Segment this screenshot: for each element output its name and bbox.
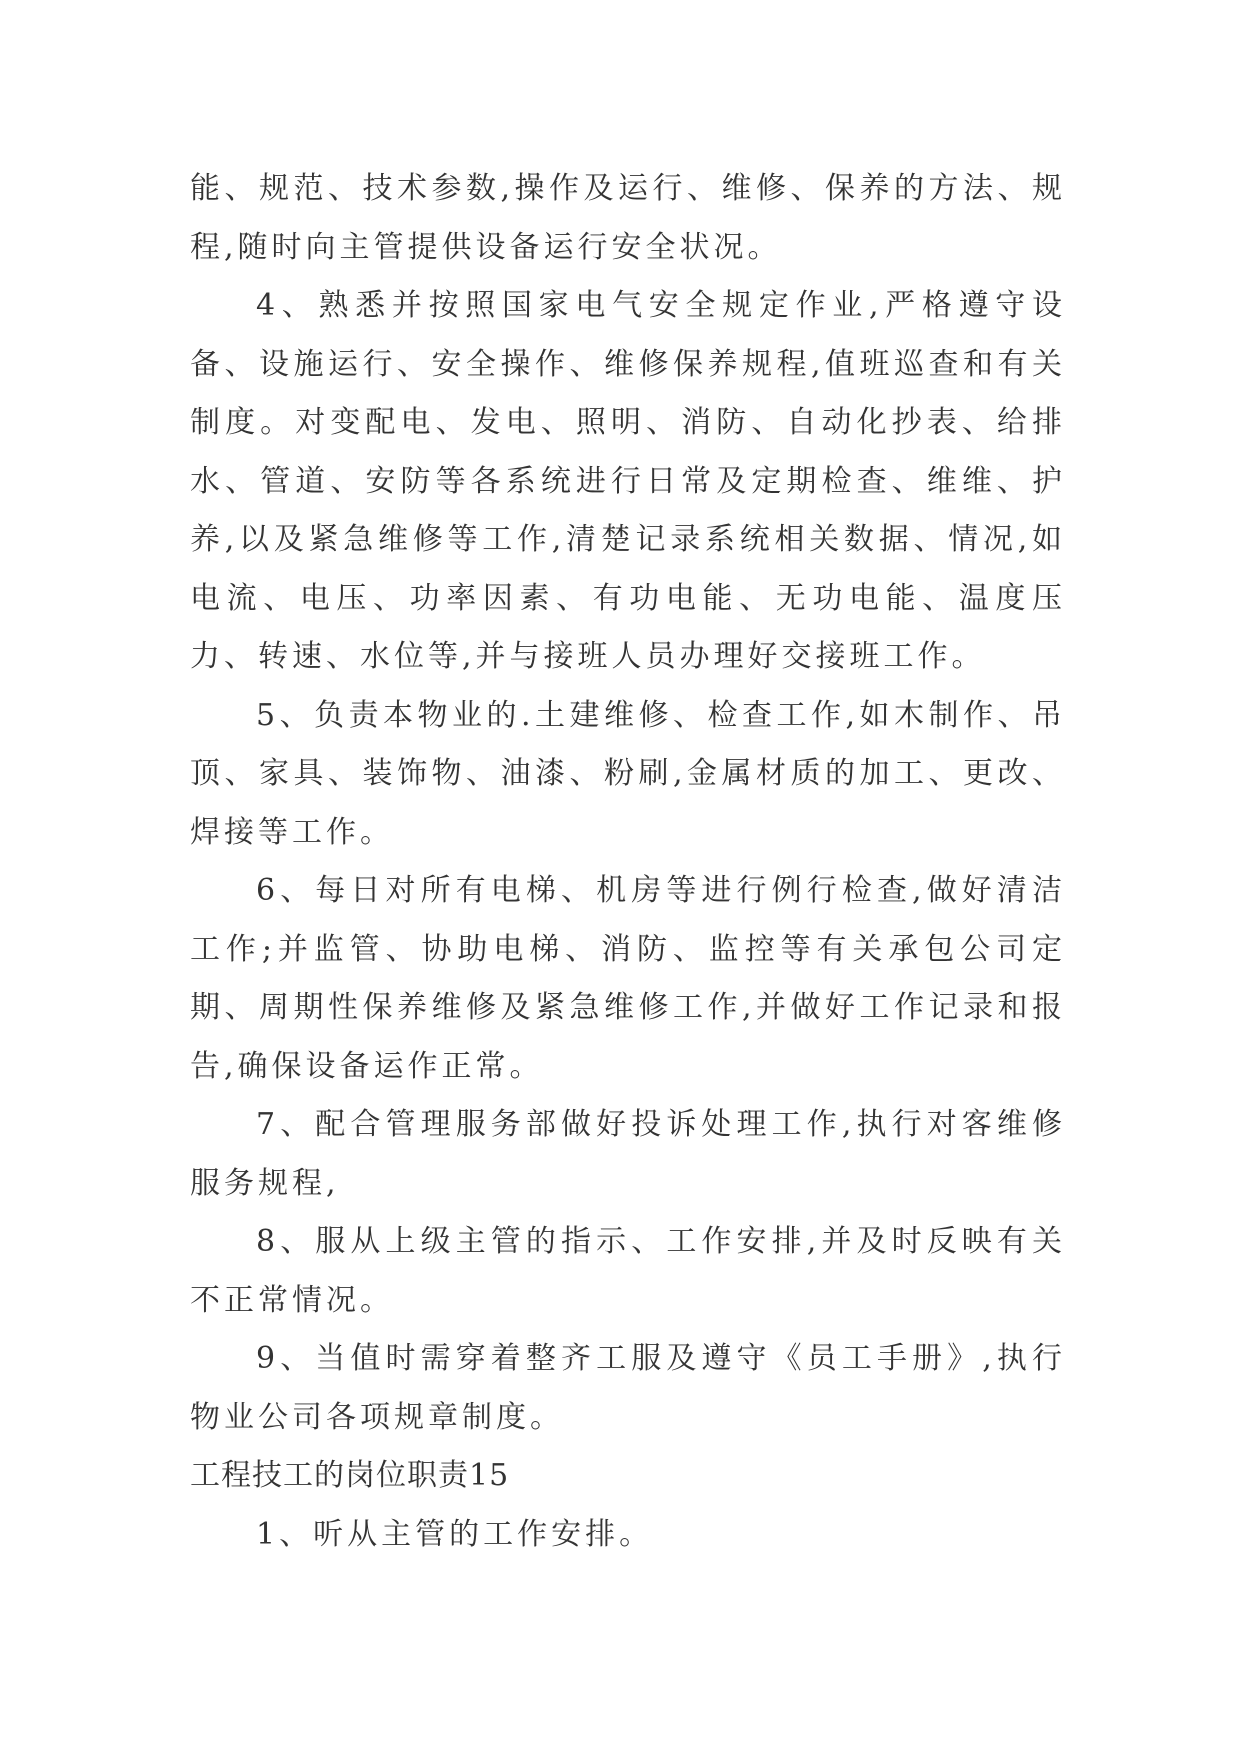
paragraph-item-6: 6、每日对所有电梯、机房等进行例行检查,做好清洁工作;并监管、协助电梯、消防、监控等有关承包公司定期、周期性保养维修及紧急维修工作,并做好工作记录和报告,确保设备运作正常。: [190, 873, 1066, 1084]
section-heading: 工程技工的岗位职责15: [190, 1458, 510, 1493]
paragraph-item-5: 5、负责本物业的.土建维修、检查工作,如木制作、吊顶、家具、装饰物、油漆、粉刷,金属材质的加工、更改、焊接等工作。: [190, 697, 1066, 850]
paragraph-item-8: 8、服从上级主管的指示、工作安排,并及时反映有关不正常情况。: [190, 1224, 1066, 1318]
paragraph-item-7: 7、配合管理服务部做好投诉处理工作,执行对客维修服务规程,: [190, 1107, 1066, 1201]
paragraph-continuation: 能、规范、技术参数,操作及运行、维修、保养的方法、规程,随时向主管提供设备运行安全状况。: [190, 171, 1066, 265]
paragraph-item-1: 1、听从主管的工作安排。: [256, 1516, 654, 1552]
paragraph-item-9: 9、当值时需穿着整齐工服及遵守《员工手册》,执行物业公司各项规章制度。: [190, 1341, 1066, 1435]
document-body: [190, 160, 1066, 1564]
paragraph-item-4: 4、熟悉并按照国家电气安全规定作业,严格遵守设备、设施运行、安全操作、维修保养规程,值班巡查和有关制度。对变配电、发电、照明、消防、自动化抄表、给排水、管道、安防等各系统进行日常及定期检查、维维、护养,以及紧急维修等工作,清楚记录系统相关数据、情况,如电流、电压、功率因素、有功电能、无功电能、温度压力、转速、水位等,并与接班人员办理好交接班工作。: [190, 288, 1066, 674]
